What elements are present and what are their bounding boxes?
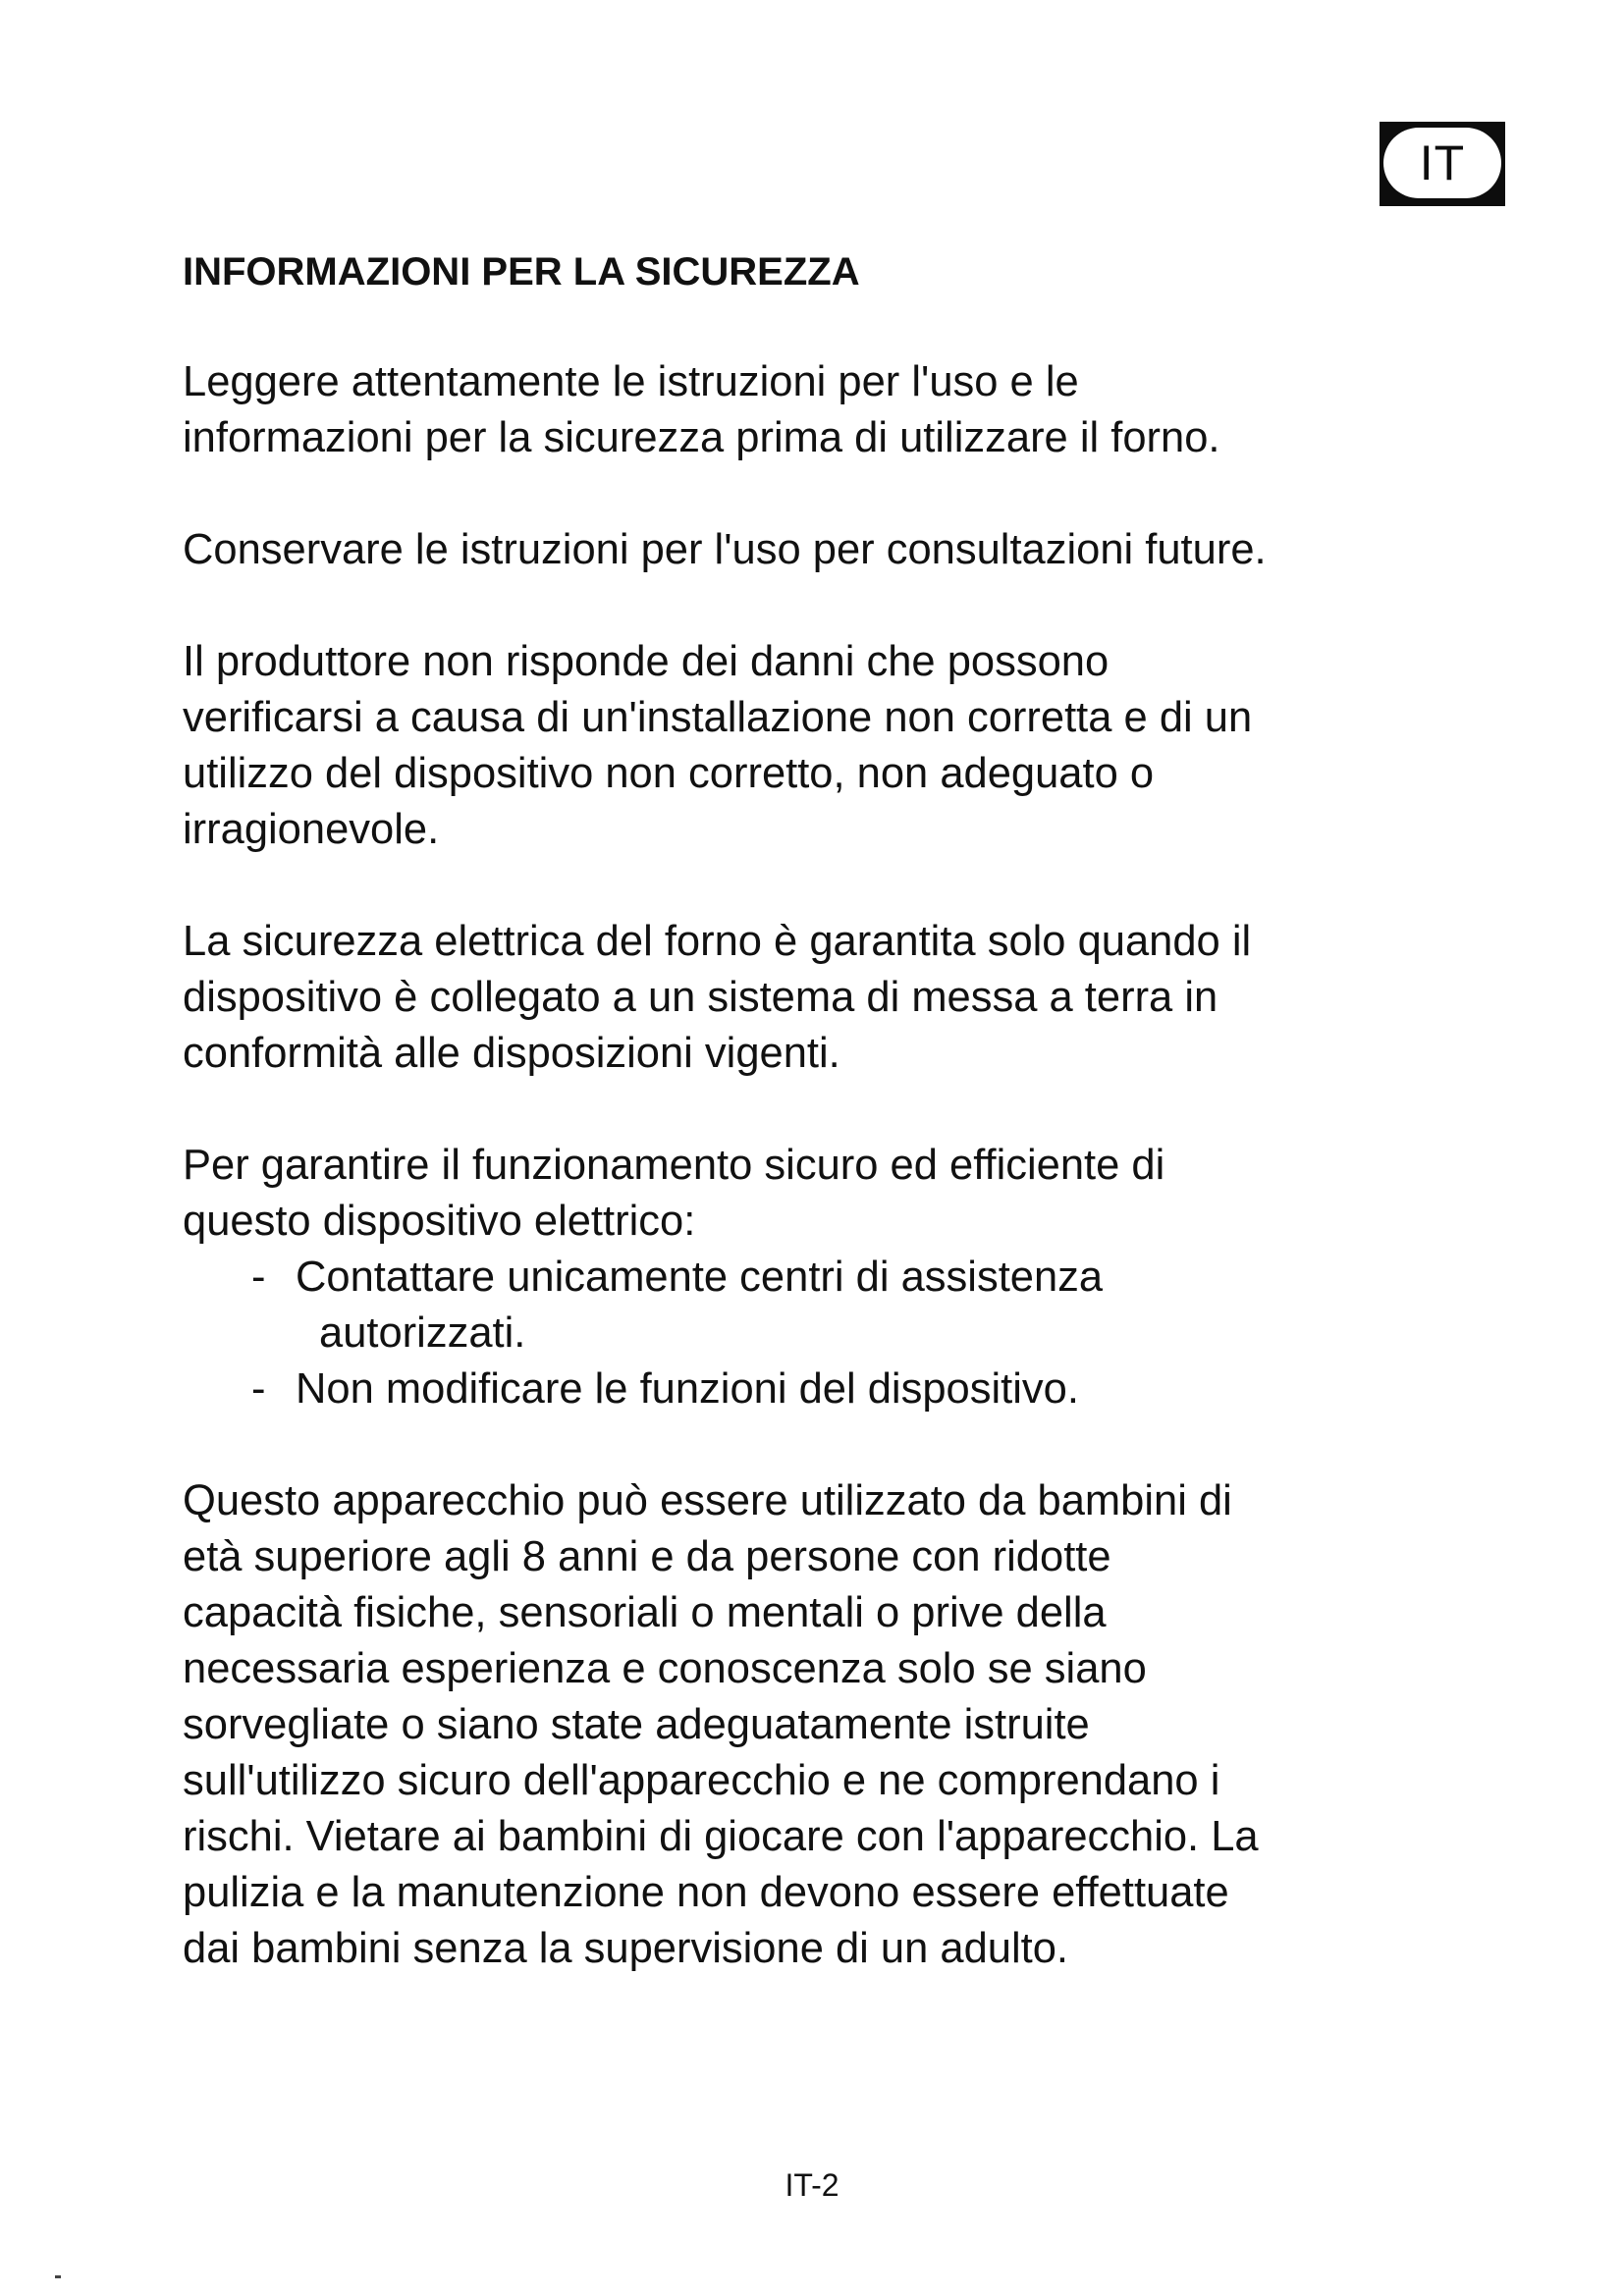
paragraph-electrical-safety	[183, 914, 1459, 1082]
text-line: rischi. Vietare ai bambini di giocare con l'apparecchio. La	[183, 1813, 1259, 1860]
text-line: irragionevole.	[183, 806, 440, 853]
paragraph-manufacturer-liability	[183, 634, 1459, 858]
text-line: sorvegliate o siano state adeguatamente istruite	[183, 1701, 1090, 1748]
paragraph-children-usage	[183, 1473, 1459, 1977]
text-line: utilizzo del dispositivo non corretto, non adeguato o	[183, 750, 1155, 797]
text-line: Conservare le istruzioni per l'uso per consultazioni future.	[183, 526, 1267, 573]
language-badge	[1380, 122, 1505, 206]
language-badge-label: IT	[1383, 128, 1501, 198]
page-title: INFORMAZIONI PER LA SICUREZZA	[183, 250, 860, 294]
text-line: Il produttore non risponde dei danni che possono	[183, 638, 1110, 685]
text-line: età superiore agli 8 anni e da persone con ridotte	[183, 1533, 1111, 1580]
text-line: La sicurezza elettrica del forno è garantita solo quando il	[183, 918, 1252, 965]
paragraph-keep-instructions	[183, 522, 1459, 578]
text-line: Contattare unicamente centri di assistenza	[296, 1254, 1104, 1301]
text-line: verificarsi a causa di un'installazione non corretta e di un	[183, 694, 1253, 741]
text-line: dai bambini senza la supervisione di un adulto.	[183, 1925, 1068, 1972]
text-line: conformità alle disposizioni vigenti.	[183, 1030, 840, 1077]
list-item	[183, 1250, 1459, 1362]
text-line: Questo apparecchio può essere utilizzato da bambini di	[183, 1477, 1232, 1524]
safety-bullet-list	[183, 1250, 1459, 1417]
document-body	[183, 249, 1459, 2033]
list-item	[183, 1362, 1459, 1417]
text-line: dispositivo è collegato a un sistema di messa a terra in	[183, 974, 1218, 1021]
text-line: questo dispositivo elettrico:	[183, 1198, 696, 1245]
bullet-dash: -	[251, 1365, 266, 1413]
text-line: autorizzati.	[319, 1309, 526, 1357]
text-line: pulizia e la manutenzione non devono essere effettuate	[183, 1869, 1229, 1916]
text-line: sull'utilizzo sicuro dell'apparecchio e ne comprendano i	[183, 1757, 1220, 1804]
text-line: capacità fisiche, sensoriali o mentali o prive della	[183, 1589, 1107, 1636]
paragraph-read-instructions	[183, 354, 1459, 466]
text-line: necessaria esperienza e conoscenza solo se siano	[183, 1645, 1147, 1692]
page-number: IT-2	[785, 2167, 839, 2203]
text-line: Per garantire il funzionamento sicuro ed efficiente di	[183, 1142, 1165, 1189]
text-line: Leggere attentamente le istruzioni per l'uso e le	[183, 358, 1079, 405]
text-line: Non modificare le funzioni del dispositivo.	[296, 1365, 1079, 1413]
scan-artifact	[55, 2275, 61, 2278]
bullet-dash: -	[251, 1254, 266, 1301]
text-line: informazioni per la sicurezza prima di utilizzare il forno.	[183, 414, 1220, 461]
paragraph-safe-operation	[183, 1138, 1459, 1250]
